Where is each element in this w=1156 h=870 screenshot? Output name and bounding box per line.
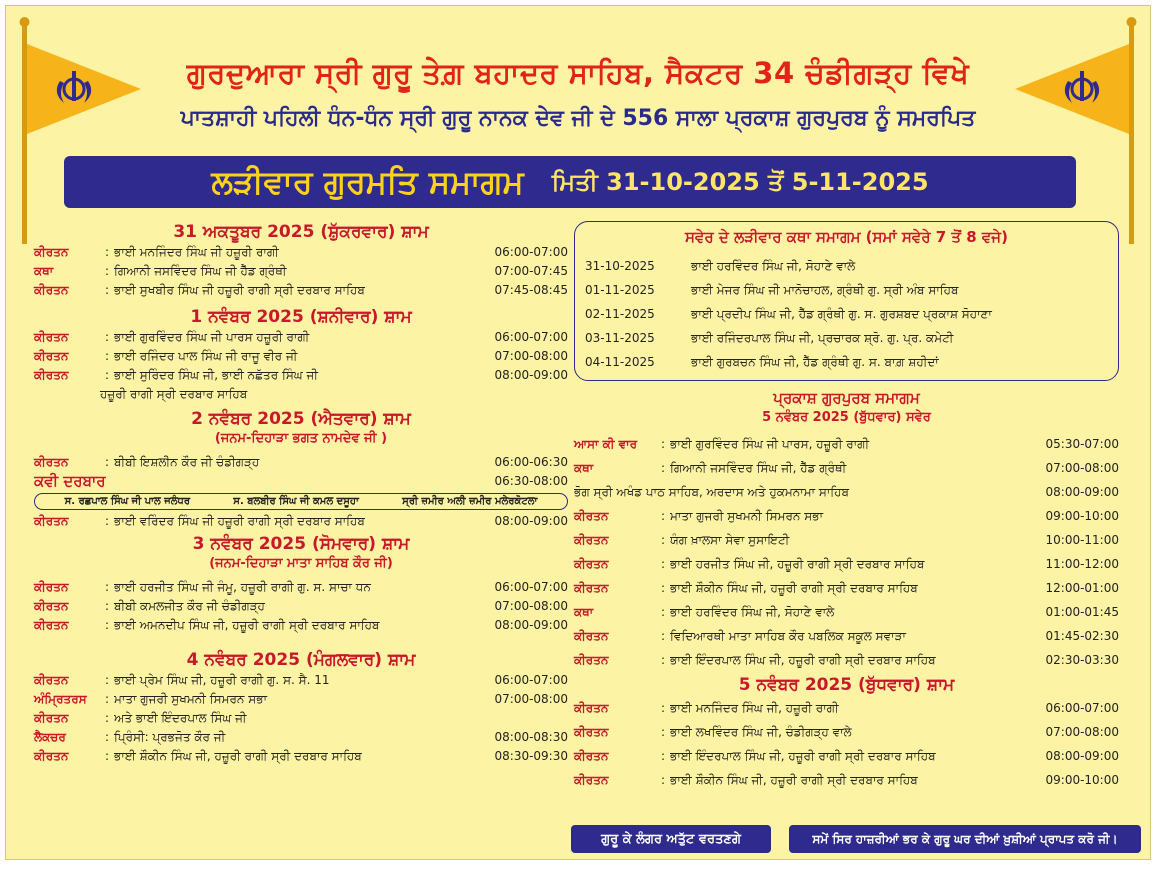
program-type: ਕੀਰਤਨ	[574, 725, 609, 739]
time: 09:00-10:00	[1045, 509, 1119, 523]
time: 07:45-08:45	[494, 283, 568, 297]
schedule-row: ਕੀਰਤਨ : ਵਿਦਿਆਰਥੀ ਮਾਤਾ ਸਾਹਿਬ ਕੌਰ ਪਬਲਿਕ ਸਕੂਲ ਸਵਾੜਾ 01:45-02:30	[574, 624, 1119, 648]
time: 01:00-01:45	[1045, 605, 1119, 619]
time: 07:00-08:00	[1045, 461, 1119, 475]
performer: ਭਾਈ ਸ਼ੌਕੀਨ ਸਿੰਘ ਜੀ, ਹਜ਼ੂਰੀ ਰਾਗੀ ਸ੍ਰੀ ਦਰਬਾਰ ਸਾਹਿਬ	[670, 773, 918, 787]
performer: ਯੰਗ ਖ਼ਾਲਸਾ ਸੇਵਾ ਸੁਸਾਇਟੀ	[670, 533, 790, 547]
performer: ਭਾਈ ਰਜਿੰਦਰ ਪਾਲ ਸਿੰਘ ਜੀ ਰਾਜੂ ਵੀਰ ਜੀ	[114, 349, 298, 363]
right-schedule	[574, 221, 1119, 792]
schedule-row: ਕੀਰਤਨ : ਭਾਈ ਰਜਿੰਦਰ ਪਾਲ ਸਿੰਘ ਜੀ ਰਾਜੂ ਵੀਰ ਜੀ 07:00-08:00	[34, 347, 568, 366]
performer: ਅਤੇ ਭਾਈ ਇੰਦਰਪਾਲ ਸਿੰਘ ਜੀ	[114, 711, 247, 725]
katha-row	[585, 326, 1108, 350]
performer: ਮਾਤਾ ਗੁਜਰੀ ਸੁਖਮਨੀ ਸਿਮਰਨ ਸਭਾ	[114, 692, 268, 706]
katha-row	[585, 278, 1108, 302]
prakash-subheading: 5 ਨਵੰਬਰ 2025 (ਬੁੱਧਵਾਰ) ਸਵੇਰ	[762, 410, 931, 425]
program-type: ਕੀਰਤਨ	[34, 349, 69, 363]
prakash-heading: ਪ੍ਰਕਾਸ਼ ਗੁਰਪੁਰਬ ਸਮਾਗਮ	[773, 389, 920, 407]
langar-notice: ਗੁਰੂ ਕੇ ਲੰਗਰ ਅਤੁੱਟ ਵਰਤਣਗੇ	[571, 825, 771, 853]
schedule-row: ਕੀਰਤਨ : ਭਾਈ ਸ਼ੌਕੀਨ ਸਿੰਘ ਜੀ, ਹਜ਼ੂਰੀ ਰਾਗੀ ਸ੍ਰੀ ਦਰਬਾਰ ਸਾਹਿਬ 08:30-09:30	[34, 747, 568, 766]
schedule-row: ਆਸਾ ਕੀ ਵਾਰ : ਭਾਈ ਗੁਰਵਿੰਦਰ ਸਿੰਘ ਜੀ ਪਾਰਸ, ਹਜ਼ੂਰੀ ਰਾਗੀ 05:30-07:00	[574, 432, 1119, 456]
schedule-row: ਕੀਰਤਨ : ਭਾਈ ਸ਼ੌਕੀਨ ਸਿੰਘ ਜੀ, ਹਜ਼ੂਰੀ ਰਾਗੀ ਸ੍ਰੀ ਦਰਬਾਰ ਸਾਹਿਬ 09:00-10:00	[574, 768, 1119, 792]
performer: ਭਾਈ ਇੰਦਰਪਾਲ ਸਿੰਘ ਜੀ, ਹਜ਼ੂਰੀ ਰਾਗੀ ਸ੍ਰੀ ਦਰਬਾਰ ਸਾਹਿਬ	[670, 653, 936, 667]
day-heading: 31 ਅਕਤੂਬਰ 2025 (ਸ਼ੁੱਕਰਵਾਰ) ਸ਼ਾਮ	[173, 222, 429, 242]
attendance-notice: ਸਮੇਂ ਸਿਰ ਹਾਜ਼ਰੀਆਂ ਭਰ ਕੇ ਗੁਰੂ ਘਰ ਦੀਆਂ ਖ਼ੁਸ਼ੀਆਂ ਪ੍ਰਾਪਤ ਕਰੋ ਜੀ।	[789, 825, 1141, 853]
katha-row	[585, 350, 1108, 374]
time: 05:30-07:00	[1045, 437, 1119, 451]
time: 07:00-07:45	[494, 264, 568, 278]
poet-name: ਸ. ਬਲਬੀਰ ਸਿੰਘ ਜੀ ਕਮਲ ਦਸੂਹਾ	[233, 496, 359, 507]
performer: ਭਾਈ ਸ਼ੌਕੀਨ ਸਿੰਘ ਜੀ, ਹਜ਼ੂਰੀ ਰਾਗੀ ਸ੍ਰੀ ਦਰਬਾਰ ਸਾਹਿਬ	[670, 581, 918, 595]
schedule-row: ਕੀਰਤਨ : ਭਾਈ ਸੁਰਿੰਦਰ ਸਿੰਘ ਜੀ, ਭਾਈ ਨਛੱਤਰ ਸਿੰਘ ਜੀ ਹਜ਼ੂਰੀ ਰਾਗੀ ਸ੍ਰੀ ਦਰਬਾਰ ਸਾਹਿਬ 08:00-09:00	[34, 366, 568, 404]
performer: ਗਿਆਨੀ ਜਸਵਿੰਦਰ ਸਿੰਘ ਜੀ ਹੈੱਡ ਗ੍ਰੰਥੀ	[114, 264, 287, 278]
poster	[5, 5, 1151, 860]
schedule-row: ਕੀਰਤਨ : ਭਾਈ ਵਰਿੰਦਰ ਸਿੰਘ ਜੀ ਹਜ਼ੂਰੀ ਰਾਗੀ ਸ੍ਰੀ ਦਰਬਾਰ ਸਾਹਿਬ 08:00-09:00	[34, 512, 568, 531]
performer-line2: ਹਜ਼ੂਰੀ ਰਾਗੀ ਸ੍ਰੀ ਦਰਬਾਰ ਸਾਹਿਬ	[100, 387, 248, 401]
time: 08:00-08:30	[494, 730, 568, 744]
schedule-row: ਲੈਕਚਰ : ਪ੍ਰਿੰਸੀ: ਪ੍ਰਭਜੋਤ ਕੌਰ ਜੀ 08:00-08:30	[34, 728, 568, 747]
katha-date: 03-11-2025	[585, 331, 655, 345]
kavi-darbar-label: ਕਵੀ ਦਰਬਾਰ	[34, 472, 106, 490]
performer: ਪ੍ਰਿੰਸੀ: ਪ੍ਰਭਜੋਤ ਕੌਰ ਜੀ	[114, 730, 226, 744]
time: 07:00-08:00	[494, 349, 568, 363]
time: 02:30-03:30	[1045, 653, 1119, 667]
performer: ਬੀਬੀ ਕਮਲਜੀਤ ਕੌਰ ਜੀ ਚੰਡੀਗੜ੍ਹ	[114, 599, 265, 613]
performer: ਭਾਈ ਹਰਵਿੰਦਰ ਸਿੰਘ ਜੀ, ਸੋਹਾਣੇ ਵਾਲੇ	[670, 605, 835, 619]
program-type: ਕਥਾ	[34, 264, 54, 278]
day-heading: 4 ਨਵੰਬਰ 2025 (ਮੰਗਲਵਾਰ) ਸ਼ਾਮ	[186, 650, 416, 670]
time: 06:00-06:30	[494, 455, 568, 469]
time: 06:00-07:00	[494, 245, 568, 259]
time: 08:00-09:00	[1045, 485, 1119, 499]
katha-speaker: ਭਾਈ ਮੇਜਰ ਸਿੰਘ ਜੀ ਮਾਨੋਚਾਹਲ, ਗ੍ਰੰਥੀ ਗੁ. ਸ੍ਰੀ ਅੰਬ ਸਾਹਿਬ	[691, 283, 959, 297]
program-type: ਕੀਰਤਨ	[34, 455, 69, 469]
banner-title: ਲੜੀਵਾਰ ਗੁਰਮਤਿ ਸਮਾਗਮ	[211, 162, 524, 201]
performer: ਭਾਈ ਵਰਿੰਦਰ ਸਿੰਘ ਜੀ ਹਜ਼ੂਰੀ ਰਾਗੀ ਸ੍ਰੀ ਦਰਬਾਰ ਸਾਹਿਬ	[114, 514, 365, 528]
time: 07:00-08:00	[494, 692, 568, 706]
time: 01:45-02:30	[1045, 629, 1119, 643]
schedule-row: ਕੀਰਤਨ : ਭਾਈ ਗੁਰਵਿੰਦਰ ਸਿੰਘ ਜੀ ਪਾਰਸ ਹਜ਼ੂਰੀ ਰਾਗੀ 06:00-07:00	[34, 328, 568, 347]
time: 12:00-01:00	[1045, 581, 1119, 595]
performer: ਵਿਦਿਆਰਥੀ ਮਾਤਾ ਸਾਹਿਬ ਕੌਰ ਪਬਲਿਕ ਸਕੂਲ ਸਵਾੜਾ	[670, 629, 906, 643]
time: 06:30-08:00	[494, 474, 568, 488]
performer: ਭਾਈ ਅਮਨਦੀਪ ਸਿੰਘ ਜੀ, ਹਜ਼ੂਰੀ ਰਾਗੀ ਸ੍ਰੀ ਦਰਬਾਰ ਸਾਹਿਬ	[114, 618, 380, 632]
program-type: ਕਥਾ	[574, 605, 594, 619]
schedule-row: ਕੀਰਤਨ : ਭਾਈ ਅਮਨਦੀਪ ਸਿੰਘ ਜੀ, ਹਜ਼ੂਰੀ ਰਾਗੀ ਸ੍ਰੀ ਦਰਬਾਰ ਸਾਹਿਬ 08:00-09:00	[34, 616, 568, 635]
time: 07:00-08:00	[1045, 725, 1119, 739]
schedule-row: ਕੀਰਤਨ : ਬੀਬੀ ਇਸ਼ਲੀਨ ਕੌਰ ਜੀ ਚੰਡੀਗੜ੍ਹ 06:00-06:30	[34, 453, 568, 472]
schedule-row: ਕੀਰਤਨ : ਭਾਈ ਮਨਜਿੰਦਰ ਸਿੰਘ ਜੀ ਹਜ਼ੂਰੀ ਰਾਗੀ 06:00-07:00	[34, 243, 568, 262]
schedule-row	[574, 480, 1119, 504]
program-type: ਕੀਰਤਨ	[34, 711, 69, 725]
poets-list	[34, 493, 568, 510]
time: 06:00-07:00	[494, 673, 568, 687]
day-subheading: (ਜਨਮ-ਦਿਹਾੜਾ ਭਗਤ ਨਾਮਦੇਵ ਜੀ )	[214, 431, 388, 446]
program-type: ਕੀਰਤਨ	[34, 330, 69, 344]
schedule-row: ਕੀਰਤਨ : ਭਾਈ ਹਰਜੀਤ ਸਿੰਘ ਜੀ, ਹਜ਼ੂਰੀ ਰਾਗੀ ਸ੍ਰੀ ਦਰਬਾਰ ਸਾਹਿਬ 11:00-12:00	[574, 552, 1119, 576]
katha-date: 31-10-2025	[585, 259, 655, 273]
time: 06:00-07:00	[494, 330, 568, 344]
program-type: ਕੀਰਤਨ	[34, 749, 69, 763]
program-type: ਕੀਰਤਨ	[574, 509, 609, 523]
program-type: ਕੀਰਤਨ	[34, 245, 69, 259]
time: 07:00-08:00	[494, 599, 568, 613]
schedule-row: ਕੀਰਤਨ : ਭਾਈ ਮਨਜਿੰਦਰ ਸਿੰਘ ਜੀ, ਹਜ਼ੂਰੀ ਰਾਗੀ 06:00-07:00	[574, 696, 1119, 720]
katha-date: 02-11-2025	[585, 307, 655, 321]
katha-title: ਸਵੇਰ ਦੇ ਲੜੀਵਾਰ ਕਥਾ ਸਮਾਗਮ (ਸਮਾਂ ਸਵੇਰੇ 7 ਤੋਂ 8 ਵਜੇ)	[685, 228, 1008, 246]
time: 10:00-11:00	[1045, 533, 1119, 547]
event-banner	[64, 156, 1076, 208]
performer: ਭਾਈ ਪ੍ਰੇਮ ਸਿੰਘ ਜੀ, ਹਜ਼ੂਰੀ ਰਾਗੀ ਗੁ. ਸ. ਸੈ. 11	[114, 673, 330, 687]
performer: ਭਾਈ ਗੁਰਵਿੰਦਰ ਸਿੰਘ ਜੀ ਪਾਰਸ ਹਜ਼ੂਰੀ ਰਾਗੀ	[114, 330, 310, 344]
schedule-row: ਕੀਰਤਨ : ਭਾਈ ਹਰਜੀਤ ਸਿੰਘ ਜੀ ਜੰਮੂ, ਹਜ਼ੂਰੀ ਰਾਗੀ ਗੁ. ਸ. ਸਾਚਾ ਧਨ 06:00-07:00	[34, 578, 568, 597]
day-subheading: (ਜਨਮ-ਦਿਹਾੜਾ ਮਾਤਾ ਸਾਹਿਬ ਕੌਰ ਜੀ)	[209, 556, 393, 571]
schedule-row: ਕੀਰਤਨ : ਭਾਈ ਇੰਦਰਪਾਲ ਸਿੰਘ ਜੀ, ਹਜ਼ੂਰੀ ਰਾਗੀ ਸ੍ਰੀ ਦਰਬਾਰ ਸਾਹਿਬ 02:30-03:30	[574, 648, 1119, 672]
performer: ਭਾਈ ਮਨਜਿੰਦਰ ਸਿੰਘ ਜੀ, ਹਜ਼ੂਰੀ ਰਾਗੀ	[670, 701, 839, 715]
performer: ਭਾਈ ਲਖਵਿੰਦਰ ਸਿੰਘ ਜੀ, ਚੰਡੀਗੜ੍ਹ ਵਾਲੇ	[670, 725, 852, 739]
schedule-row: ਕੀਰਤਨ : ਬੀਬੀ ਕਮਲਜੀਤ ਕੌਰ ਜੀ ਚੰਡੀਗੜ੍ਹ 07:00-08:00	[34, 597, 568, 616]
performer: ਭੋਗ ਸ੍ਰੀ ਅਖੰਡ ਪਾਠ ਸਾਹਿਬ, ਅਰਦਾਸ ਅਤੇ ਹੁਕਮਨਾਮਾ ਸਾਹਿਬ	[574, 485, 849, 499]
program-type: ਕੀਰਤਨ	[574, 653, 609, 667]
program-type: ਕੀਰਤਨ	[34, 599, 69, 613]
time: 06:00-07:00	[494, 580, 568, 594]
time: 09:00-10:00	[1045, 773, 1119, 787]
katha-row	[585, 302, 1108, 326]
time: 11:00-12:00	[1045, 557, 1119, 571]
schedule-row: ਕੀਰਤਨ : ਅਤੇ ਭਾਈ ਇੰਦਰਪਾਲ ਸਿੰਘ ਜੀ	[34, 709, 568, 728]
performer: ਭਾਈ ਗੁਰਵਿੰਦਰ ਸਿੰਘ ਜੀ ਪਾਰਸ, ਹਜ਼ੂਰੀ ਰਾਗੀ	[670, 437, 870, 451]
left-schedule	[34, 221, 568, 766]
performer: ਭਾਈ ਸੁਖਬੀਰ ਸਿੰਘ ਜੀ ਹਜ਼ੂਰੀ ਰਾਗੀ ਸ੍ਰੀ ਦਰਬਾਰ ਸਾਹਿਬ	[114, 283, 365, 297]
kavi-darbar-row	[34, 472, 568, 491]
program-type: ਲੈਕਚਰ	[34, 730, 66, 744]
katha-speaker: ਭਾਈ ਹਰਵਿੰਦਰ ਸਿੰਘ ਜੀ, ਸੋਹਾਣੇ ਵਾਲੇ	[691, 259, 856, 273]
day-heading: 1 ਨਵੰਬਰ 2025 (ਸ਼ਨੀਵਾਰ) ਸ਼ਾਮ	[190, 307, 412, 327]
schedule-row: ਅੰਮ੍ਰਿਤਰਸ : ਮਾਤਾ ਗੁਜਰੀ ਸੁਖਮਨੀ ਸਿਮਰਨ ਸਭਾ 07:00-08:00	[34, 690, 568, 709]
program-type: ਕੀਰਤਨ	[574, 773, 609, 787]
schedule-row: ਕੀਰਤਨ : ਭਾਈ ਸ਼ੌਕੀਨ ਸਿੰਘ ਜੀ, ਹਜ਼ੂਰੀ ਰਾਗੀ ਸ੍ਰੀ ਦਰਬਾਰ ਸਾਹਿਬ 12:00-01:00	[574, 576, 1119, 600]
program-type: ਕੀਰਤਨ	[34, 283, 69, 297]
program-type: ਅੰਮ੍ਰਿਤਰਸ	[34, 692, 87, 706]
time: 06:00-07:00	[1045, 701, 1119, 715]
time: 08:30-09:30	[494, 749, 568, 763]
schedule-row: ਕੀਰਤਨ : ਭਾਈ ਲਖਵਿੰਦਰ ਸਿੰਘ ਜੀ, ਚੰਡੀਗੜ੍ਹ ਵਾਲੇ 07:00-08:00	[574, 720, 1119, 744]
schedule-row: ਕਥਾ : ਗਿਆਨੀ ਜਸਵਿੰਦਰ ਸਿੰਘ ਜੀ, ਹੈੱਡ ਗ੍ਰੰਥੀ 07:00-08:00	[574, 456, 1119, 480]
schedule-row: ਕੀਰਤਨ : ਮਾਤਾ ਗੁਜਰੀ ਸੁਖਮਨੀ ਸਿਮਰਨ ਸਭਾ 09:00-10:00	[574, 504, 1119, 528]
program-type: ਕੀਰਤਨ	[574, 701, 609, 715]
time: 08:00-09:00	[494, 618, 568, 632]
banner-dates: ਮਿਤੀ 31-10-2025 ਤੋਂ 5-11-2025	[551, 168, 929, 196]
time: 08:00-09:00	[494, 514, 568, 528]
performer: ਭਾਈ ਇੰਦਰਪਾਲ ਸਿੰਘ ਜੀ, ਹਜ਼ੂਰੀ ਰਾਗੀ ਸ੍ਰੀ ਦਰਬਾਰ ਸਾਹਿਬ	[670, 749, 936, 763]
poet-name: ਸ੍ਰੀ ਜ਼ਮੀਰ ਅਲੀ ਜ਼ਮੀਰ ਮਲੇਰਕੋਟਲਾ	[402, 496, 538, 507]
performer: ਭਾਈ ਸੁਰਿੰਦਰ ਸਿੰਘ ਜੀ, ਭਾਈ ਨਛੱਤਰ ਸਿੰਘ ਜੀ	[114, 368, 319, 382]
katha-date: 04-11-2025	[585, 355, 655, 369]
program-type: ਕੀਰਤਨ	[574, 557, 609, 571]
schedule-row: ਕਥਾ : ਗਿਆਨੀ ਜਸਵਿੰਦਰ ਸਿੰਘ ਜੀ ਹੈੱਡ ਗ੍ਰੰਥੀ 07:00-07:45	[34, 262, 568, 281]
performer: ਭਾਈ ਹਰਜੀਤ ਸਿੰਘ ਜੀ ਜੰਮੂ, ਹਜ਼ੂਰੀ ਰਾਗੀ ਗੁ. ਸ. ਸਾਚਾ ਧਨ	[114, 580, 371, 594]
performer: ਗਿਆਨੀ ਜਸਵਿੰਦਰ ਸਿੰਘ ਜੀ, ਹੈੱਡ ਗ੍ਰੰਥੀ	[670, 461, 847, 475]
program-type: ਕੀਰਤਨ	[34, 673, 69, 687]
program-type: ਆਸਾ ਕੀ ਵਾਰ	[574, 437, 638, 451]
performer: ਭਾਈ ਸ਼ੌਕੀਨ ਸਿੰਘ ਜੀ, ਹਜ਼ੂਰੀ ਰਾਗੀ ਸ੍ਰੀ ਦਰਬਾਰ ਸਾਹਿਬ	[114, 749, 362, 763]
schedule-row: ਕੀਰਤਨ : ਭਾਈ ਇੰਦਰਪਾਲ ਸਿੰਘ ਜੀ, ਹਜ਼ੂਰੀ ਰਾਗੀ ਸ੍ਰੀ ਦਰਬਾਰ ਸਾਹਿਬ 08:00-09:00	[574, 744, 1119, 768]
program-type: ਕੀਰਤਨ	[34, 514, 69, 528]
evening-heading: 5 ਨਵੰਬਰ 2025 (ਬੁੱਧਵਾਰ) ਸ਼ਾਮ	[738, 675, 955, 695]
time: 08:00-09:00	[1045, 749, 1119, 763]
program-type: ਕੀਰਤਨ	[574, 581, 609, 595]
time: 08:00-09:00	[494, 368, 568, 382]
day-heading: 3 ਨਵੰਬਰ 2025 (ਸੋਮਵਾਰ) ਸ਼ਾਮ	[192, 534, 410, 554]
performer: ਭਾਈ ਹਰਜੀਤ ਸਿੰਘ ਜੀ, ਹਜ਼ੂਰੀ ਰਾਗੀ ਸ੍ਰੀ ਦਰਬਾਰ ਸਾਹਿਬ	[670, 557, 925, 571]
katha-speaker: ਭਾਈ ਗੁਰਬਚਨ ਸਿੰਘ ਜੀ, ਹੈੱਡ ਗ੍ਰੰਥੀ ਗੁ. ਸ. ਬਾਗ਼ ਸ਼ਹੀਦਾਂ	[691, 355, 939, 369]
program-type: ਕੀਰਤਨ	[574, 533, 609, 547]
morning-katha-box	[574, 221, 1119, 381]
day-rows	[34, 243, 568, 300]
performer: ਬੀਬੀ ਇਸ਼ਲੀਨ ਕੌਰ ਜੀ ਚੰਡੀਗੜ੍ਹ	[114, 455, 260, 469]
performer: ਭਾਈ ਮਨਜਿੰਦਰ ਸਿੰਘ ਜੀ ਹਜ਼ੂਰੀ ਰਾਗੀ	[114, 245, 279, 259]
katha-speaker: ਭਾਈ ਰਜਿੰਦਰਪਾਲ ਸਿੰਘ ਜੀ, ਪ੍ਰਚਾਰਕ ਸ਼੍ਰੋ. ਗੁ. ਪ੍ਰ. ਕਮੇਟੀ	[691, 331, 954, 345]
schedule-row: ਕਥਾ : ਭਾਈ ਹਰਵਿੰਦਰ ਸਿੰਘ ਜੀ, ਸੋਹਾਣੇ ਵਾਲੇ 01:00-01:45	[574, 600, 1119, 624]
schedule-row: ਕੀਰਤਨ : ਭਾਈ ਸੁਖਬੀਰ ਸਿੰਘ ਜੀ ਹਜ਼ੂਰੀ ਰਾਗੀ ਸ੍ਰੀ ਦਰਬਾਰ ਸਾਹਿਬ 07:45-08:45	[34, 281, 568, 300]
gurdwara-title: ਗੁਰਦੁਆਰਾ ਸ੍ਰੀ ਗੁਰੂ ਤੇਗ਼ ਬਹਾਦਰ ਸਾਹਿਬ, ਸੈਕਟਰ 34 ਚੰਡੀਗੜ੍ਹ ਵਿਖੇ	[186, 56, 970, 90]
performer: ਮਾਤਾ ਗੁਜਰੀ ਸੁਖਮਨੀ ਸਿਮਰਨ ਸਭਾ	[670, 509, 824, 523]
program-type: ਕੀਰਤਨ	[34, 580, 69, 594]
program-type: ਕੀਰਤਨ	[34, 368, 69, 382]
program-type: ਕੀਰਤਨ	[574, 749, 609, 763]
program-type: ਕੀਰਤਨ	[574, 629, 609, 643]
program-type: ਕੀਰਤਨ	[34, 618, 69, 632]
katha-date: 01-11-2025	[585, 283, 655, 297]
katha-row	[585, 254, 1108, 278]
katha-speaker: ਭਾਈ ਪ੍ਰਦੀਪ ਸਿੰਘ ਜੀ, ਹੈੱਡ ਗ੍ਰੰਥੀ ਗੁ. ਸ. ਗੁਰਸ਼ਬਦ ਪ੍ਰਕਾਸ਼ ਸੋਹਾਣਾ	[691, 307, 992, 321]
schedule-row: ਕੀਰਤਨ : ਭਾਈ ਪ੍ਰੇਮ ਸਿੰਘ ਜੀ, ਹਜ਼ੂਰੀ ਰਾਗੀ ਗੁ. ਸ. ਸੈ. 11 06:00-07:00	[34, 671, 568, 690]
dedication-line: ਪਾਤਸ਼ਾਹੀ ਪਹਿਲੀ ਧੰਨ-ਧੰਨ ਸ੍ਰੀ ਗੁਰੂ ਨਾਨਕ ਦੇਵ ਜੀ ਦੇ 556 ਸਾਲਾ ਪ੍ਰਕਾਸ਼ ਗੁਰਪੁਰਬ ਨੂੰ ਸਮਰਪਿਤ	[180, 106, 976, 131]
program-type: ਕਥਾ	[574, 461, 594, 475]
schedule-row: ਕੀਰਤਨ : ਯੰਗ ਖ਼ਾਲਸਾ ਸੇਵਾ ਸੁਸਾਇਟੀ 10:00-11:00	[574, 528, 1119, 552]
day-heading: 2 ਨਵੰਬਰ 2025 (ਐਤਵਾਰ) ਸ਼ਾਮ	[191, 409, 411, 429]
poet-name: ਸ. ਰਛਪਾਲ ਸਿੰਘ ਜੀ ਪਾਲ ਜਲੰਧਰ	[64, 496, 191, 507]
